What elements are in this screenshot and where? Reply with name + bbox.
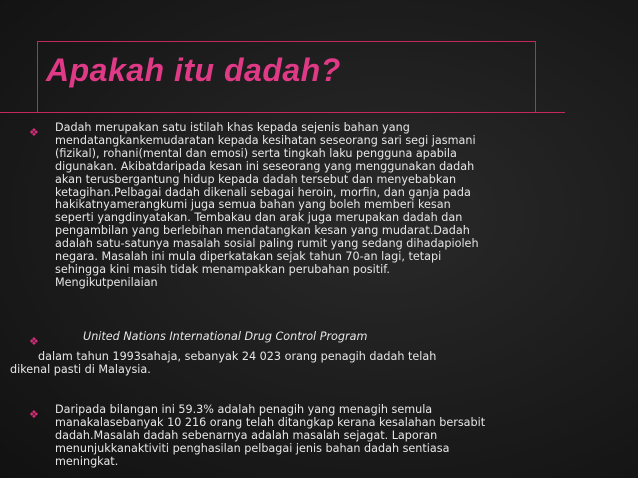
text-line: adalah satu-satunya masalah sosial paling rumit yang sedang dihadapioleh [55,237,479,251]
text-line: hakikatnyamerangkumi juga semua bahan yang boleh memberi kesan [55,198,451,212]
text-line: pengambilan yang berlebihan mendatangkan kesan yang mudarat.Dadah [55,224,470,238]
text-line: Dadah merupakan satu istilah khas kepada sejenis bahan yang [55,121,410,134]
text-line: negara. Masalah ini mula diperkatakan sejak tahun 70-an lagi, tetapi [55,250,442,264]
text-line: sehingga kini masih tidak menampakkan perubahan positif. [55,262,390,276]
text-line: digunakan. Akibatdaripada kesan ini seseorang yang menggunakan dadah [55,159,475,173]
paragraph-definition [55,122,479,290]
text-line: Daripada bilangan ini 59.3% adalah penagih yang menagih semula [55,403,433,416]
paragraph-repeat-offenders [55,404,485,469]
text-line: meningkat. [55,454,119,468]
text-line: seperti yangdinyatakan. Tembakau dan arak juga merupakan dadah dan [55,211,463,225]
text-line: menunjukkanaktiviti penghasilan pelbagai jenis bahan dadah sentiasa [55,441,450,455]
bullet-diamond-icon: ❖ [29,335,39,348]
text-line: akan terusbergantung hidup kepada dadah tersebut dan menyebabkan [55,172,457,186]
bullet-diamond-icon: ❖ [29,126,39,139]
text-line: dikenal pasti di Malaysia. [10,362,151,376]
slide-title: Apakah itu dadah? [46,52,341,88]
text-line: dalam tahun 1993sahaja, sebanyak 24 023 orang penagih dadah telah [38,350,437,363]
text-line: mendatangkankemudaratan kepada kesihatan seseorang sari segi jasmani [55,133,476,147]
paragraph-statistics [10,351,436,377]
text-line: (fizikal), rohani(mental dan emosi) serta tingkah laku pengguna apabila [55,146,457,160]
paragraph-undcp-heading: United Nations International Drug Control Program [83,330,368,343]
text-line: manakalasebanyak 10 216 orang telah ditangkap kerana kesalahan bersabit [55,415,486,429]
text-line: Mengikutpenilaian [55,275,158,289]
text-line: ketagihan.Pelbagai dadah dikenali sebagai heroin, morfin, dan ganja pada [55,185,471,199]
bullet-diamond-icon: ❖ [29,408,39,421]
text-line: dadah.Masalah dadah sebenarnya adalah masalah sejagat. Laporan [55,428,438,442]
